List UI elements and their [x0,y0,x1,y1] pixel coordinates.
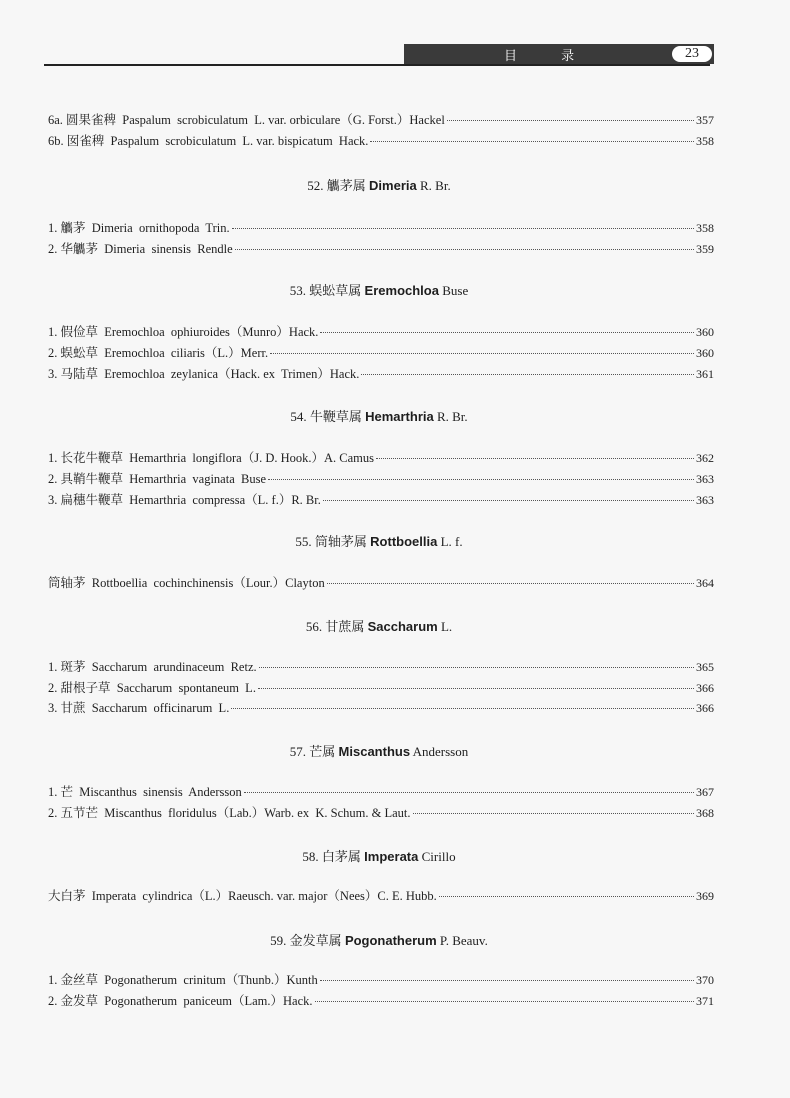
entry-page-number: 366 [696,681,714,695]
dot-leader [244,792,694,793]
entry-text: 大白茅 Imperata cylindrica（L.）Raeusch. var. major（Nees）C. E. Hubb. [48,889,437,903]
genus-name-cn: 甘蔗属 [325,619,365,634]
dot-leader [413,813,695,814]
genus-number: 52. [307,178,324,193]
entry-text: 3. 甘蔗 Saccharum officinarum L. [48,701,230,715]
toc-entry[interactable] [48,698,714,716]
toc-entry[interactable] [48,448,714,466]
entry-text: 2. 具鞘牛鞭草 Hemarthria vaginata Buse [48,472,267,486]
genus-name-latin: Miscanthus [338,744,411,759]
genus-name-latin: Saccharum [367,619,438,634]
entry-text: 1. 假俭草 Eremochloa ophiuroides（Munro）Hack. [48,325,319,339]
genus-number: 53. [289,283,307,298]
toc-entry[interactable] [48,678,714,696]
entry-text: 2. 华觿茅 Dimeria sinensis Rendle [48,242,233,256]
toc-entry[interactable] [48,991,714,1009]
dot-leader [320,332,694,333]
dot-leader [232,228,694,229]
entry-text: 3. 马陆草 Eremochloa zeylanica（Hack. ex Trimen）Hack. [48,367,360,381]
entry-text: 筒轴茅 Rottboellia cochinchinensis（Lour.）Clayton [48,576,325,590]
dot-leader [235,249,694,250]
entry-text: 1. 芒 Miscanthus sinensis Andersson [48,785,242,799]
genus-heading [44,846,714,865]
genus-heading [44,175,714,194]
genus-name-latin: Dimeria [369,178,417,193]
toc-entry[interactable] [48,343,714,361]
entry-page-number: 367 [696,785,714,799]
entry-page-number: 360 [696,325,714,339]
toc-entry[interactable] [48,364,714,382]
genus-author: Cirillo [421,849,456,864]
toc-entry[interactable] [48,573,714,591]
dot-leader [327,583,694,584]
toc-entry[interactable] [48,490,714,508]
entry-text: 1. 金丝草 Pogonatherum crinitum（Thunb.）Kunth [48,973,318,987]
entry-page-number: 362 [696,451,714,465]
genus-author: R. Br. [420,178,451,193]
toc-entry[interactable] [48,970,714,988]
toc-entry[interactable] [48,886,714,904]
entry-page-number: 358 [696,134,714,148]
entry-text: 1. 觿茅 Dimeria ornithopoda Trin. [48,221,230,235]
entry-text: 3. 扁穗牛鞭草 Hemarthria compressa（L. f.）R. Br. [48,493,321,507]
entry-page-number: 365 [696,660,714,674]
entry-page-number: 357 [696,113,714,127]
dot-leader [376,458,694,459]
dot-leader [323,500,694,501]
genus-author: Buse [442,283,469,298]
entry-page-number: 359 [696,242,714,256]
genus-author: L. f. [440,534,463,549]
genus-name-cn: 白茅属 [321,849,361,864]
genus-number: 57. [289,744,307,759]
entry-page-number: 366 [696,701,714,715]
dot-leader [270,353,694,354]
genus-author: P. Beauv. [439,933,488,948]
genus-heading [44,280,714,299]
genus-name-latin: Rottboellia [370,534,438,549]
dot-leader [447,120,694,121]
genus-name-cn: 牛鞭草属 [309,409,362,424]
toc-entry[interactable] [48,322,714,340]
genus-name-latin: Pogonatherum [344,933,437,948]
genus-number: 55. [295,534,312,549]
header-rule [44,64,710,66]
toc-entry[interactable] [48,803,714,821]
entry-page-number: 368 [696,806,714,820]
entry-page-number: 361 [696,367,714,381]
genus-name-cn: 觿茅属 [326,178,366,193]
entry-page-number: 360 [696,346,714,360]
entry-text: 2. 甜根子草 Saccharum spontaneum L. [48,681,256,695]
dot-leader [439,896,694,897]
genus-number: 58. [302,849,319,864]
entry-page-number: 363 [696,472,714,486]
entry-text: 1. 斑茅 Saccharum arundinaceum Retz. [48,660,257,674]
genus-name-cn: 芒属 [309,744,336,759]
genus-heading [44,406,714,425]
genus-name-cn: 蜈蚣草属 [309,283,362,298]
genus-heading [44,531,714,550]
entry-page-number: 358 [696,221,714,235]
toc-entry[interactable] [48,239,714,257]
running-header [404,44,714,64]
genus-number: 59. [270,933,287,948]
dot-leader [268,479,694,480]
dot-leader [315,1001,694,1002]
dot-leader [258,688,694,689]
entry-text: 6a. 圆果雀稗 Paspalum scrobiculatum L. var. orbiculare（G. Forst.）Hackel [48,113,445,127]
genus-name-latin: Hemarthria [365,409,434,424]
dot-leader [361,374,694,375]
entry-page-number: 364 [696,576,714,590]
entry-page-number: 370 [696,973,714,987]
genus-name-latin: Imperata [364,849,419,864]
toc-entry[interactable] [48,657,714,675]
entry-text: 2. 五节芒 Miscanthus floridulus（Lab.）Warb. ex K. Schum. & Laut. [48,806,411,820]
page-number: 23 [672,46,712,62]
entry-text: 2. 金发草 Pogonatherum paniceum（Lam.）Hack. [48,994,313,1008]
header-title: 目 录 [504,48,595,64]
entry-text: 2. 蜈蚣草 Eremochloa ciliaris（L.）Merr. [48,346,269,360]
toc-entry[interactable] [48,131,714,149]
entry-text: 6b. 囡雀稗 Paspalum scrobiculatum L. var. bispicatum Hack. [48,134,369,148]
genus-heading [44,930,714,949]
genus-name-cn: 筒轴茅属 [314,534,367,549]
dot-leader [370,141,694,142]
dot-leader [259,667,694,668]
toc-entry[interactable] [48,469,714,487]
genus-name-latin: Eremochloa [364,283,439,298]
entry-page-number: 371 [696,994,714,1008]
genus-heading [44,616,714,635]
genus-number: 56. [305,619,323,634]
genus-author: L. [440,619,453,634]
dot-leader [320,980,694,981]
genus-author: R. Br. [436,409,468,424]
toc-entry[interactable] [48,110,714,128]
genus-author: Andersson [412,744,469,759]
genus-number: 54. [290,409,307,424]
toc-entry[interactable] [48,218,714,236]
genus-heading [44,741,714,760]
genus-name-cn: 金发草属 [289,933,342,948]
dot-leader [231,708,694,709]
toc-entry[interactable] [48,782,714,800]
entry-page-number: 363 [696,493,714,507]
entry-text: 1. 长花牛鞭草 Hemarthria longiflora（J. D. Hook.）A. Camus [48,451,375,465]
entry-page-number: 369 [696,889,714,903]
